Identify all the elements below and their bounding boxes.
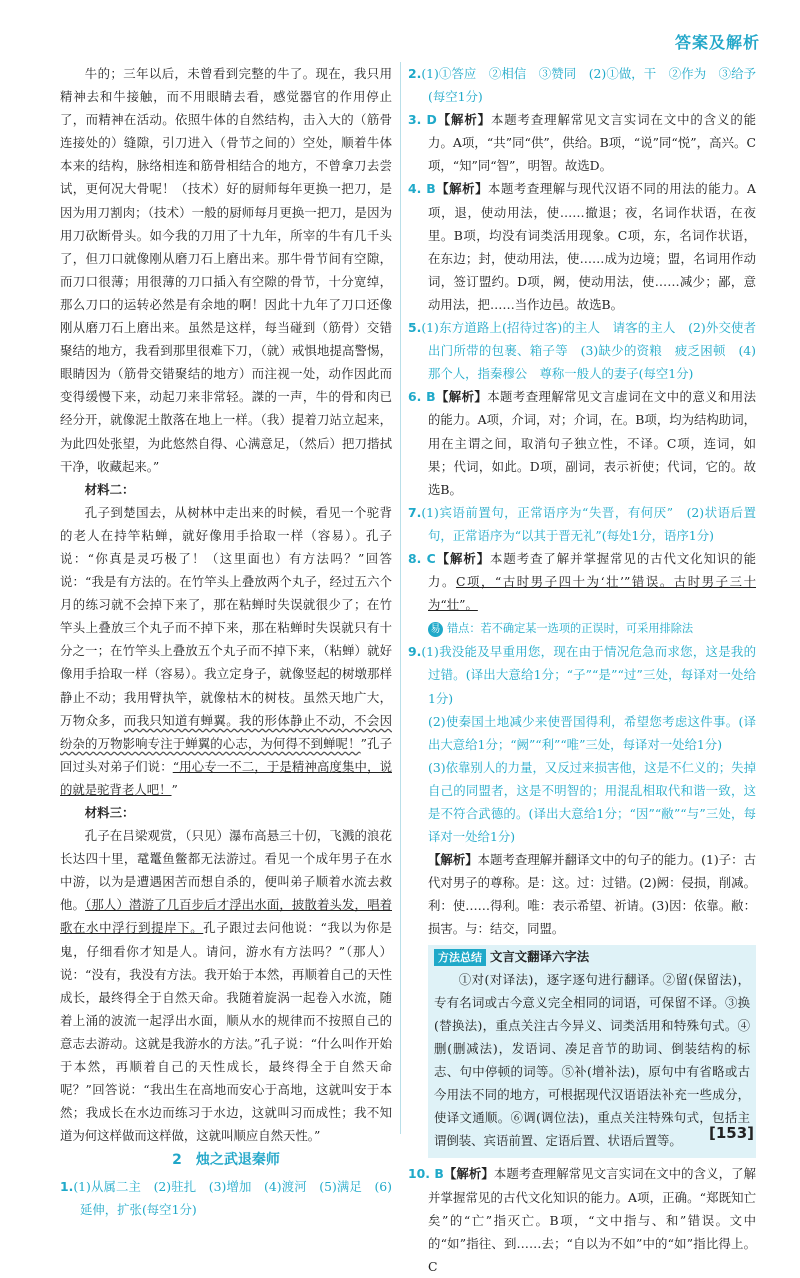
analysis-tag: 【解析】 [443, 1166, 494, 1182]
question-number: 4. B [408, 181, 436, 197]
question-number: 10. B [408, 1166, 444, 1182]
method-summary-text: ①对(对译法)，逐字逐句进行翻译。②留(保留法)，专有名词或古今意义完全相同的词语，可保留不译。③换(替换法)，重点关注古今异义、词类活用和特殊句式。④删(删减法)，发语词、凑足音节的助词、倒装结构的标志、句中停顿的词等。⑤补(增补法)，原句中有省略或古今用法不同的地方，可根据现代汉语语法补充一些成分，使译文通顺。⑥调(调位法)，重点关注特殊句式，包括主谓倒装、宾语前置、定语后置、状语后置等。 [434, 971, 750, 1149]
material-two-text-a: 孔子到楚国去，从树林中走出来的时候，看见一个驼背的老人在持竿粘蝉，就好像用手拾取一样（容易）。孔子说：“你真是灵巧极了！（这里面也）有方法吗？”回答说：“我是有方法的。在竹竿头上叠放两个丸子，经过五六个月的练习就不会掉下来了，那在粘蝉时失误就很少了；在竹竿头上叠放三个丸子而不掉下来，那在粘蝉时失误就只有十分之一；在竹竿头上叠放五个丸子而不掉下来，（粘蝉）就好像用手拾取一样（容易）。我立定身子，就像竖起的树墩那样静止不动；我用臂执竿，就像枯木的树枝。虽然天地广大，万物众多， [60, 504, 392, 728]
analysis-text: 本题考查理解与现代汉语不同的用法的能力。A项，退，使动用法，使……撤退；夜，名词作状语，在夜里。B项，均没有词类活用现象。C项，东，名词作状语，在东边；封，使动用法，使……成为边境；盟，名词用作动词，签订盟约。D项，阙，使动用法，使……减少；鄙，意动用法，把……当作边邑。故选B。 [428, 181, 757, 312]
analysis-text: 本题考查了解并掌握常见的古代文化知识的能力。 [428, 550, 757, 590]
answer-text: (1)东方道路上(招待过客)的主人 请客的主人 (2)外交使者 出门所带的包裹、箱子等 (3)缺少的资粮 疲乏困顿 (4)那个人，指秦穆公 尊称一般人的妻子(每空1分) [421, 320, 769, 382]
material-two-text-b: ”孔子回过头对弟子们说： [60, 735, 392, 774]
answer-text: (1)①答应 ②相信 ③赞同 (2)①做，干 ②作为 ③给予(每空1分) [421, 66, 756, 105]
answer-item-2 [408, 62, 756, 108]
analysis-text: 本题考查理解并翻译文中的句子的能力。(1)子：古代对男子的尊称。是：这。过：过错。(2)阙：侵损，削减。利：使……得利。唯：表示希望、祈请。(3)因：依靠。敝：损害。与：结交，同盟。 [428, 852, 756, 937]
analysis-text: 本题考查理解常见文言实词在文中的含义的能力。A项，“共”同“供”，供给。B项，“说”同“悦”，高兴。C项，“知”同“智”，明智。故选D。 [428, 112, 757, 174]
material-one-translation: 牛的；三年以后，未曾看到完整的牛了。现在，我只用精神去和牛接触，而不用眼睛去看，感觉器官的作用停止了，而精神在活动。依照牛体的自然结构，击入大的（筋骨连接处的）缝隙，引刀进入（骨节之间的）空处，顺着牛体本来的结构，脉络相连和筋骨相结合的地方，不曾拿刀去尝试，更何况大骨呢！（技术）好的厨师每年更换一把刀，是因为用刀割肉；（技术）一般的厨师每月更换一把刀，是因为用刀砍断骨头。如今我的刀用了十九年，所宰的牛有几千头了，但刀口就像刚从磨刀石上磨出来。那牛骨节间有空隙，而刀口很薄；用很薄的刀口插入有空隙的骨节，十分宽绰，那么刀口的运转必然是有余地的啊！因此十九年了刀口还像刚从磨刀石上磨出来。虽然是这样，每当碰到（筋骨）交错聚结的地方，我看到那里很难下刀，（就）戒惧地提高警惕，眼睛因为（筋骨交错聚结的地方）而注视一处，动作因此而变得缓慢下来，动起刀来非常轻。謋的一声，牛的骨和肉已经分开，就像泥土散落在地上一样。（我）提着刀站立起来，为此四处张望，为此悠然自得、心满意足，（然后）把刀揩拭干净，收藏起来。” [60, 66, 392, 474]
question-number: 2. [408, 66, 422, 81]
question-number: 5. [408, 320, 422, 336]
underlined-text: （那人）潜游了几百步后才浮出水面，披散着头发，唱着歌在水中浮行到提岸下。 [60, 897, 392, 936]
page-header-title: 答案及解析 [674, 33, 760, 52]
underlined-text: C项，“古时男子四十为‘壮’”错误。古时男子三十为“壮”。 [428, 574, 757, 613]
material-two-translation [60, 501, 392, 801]
answer-text: (1)我没能及早重用您，现在由于情况危急而求您，这是我的过错。(译出大意给1分；“子”“是”“过”三处，每译对一处给1分) [421, 644, 756, 706]
page-number-value: 153 [715, 1124, 748, 1142]
analysis-text: 本题考查理解常见文言实词在文中的含义，了解并掌握常见的古代文化知识的能力。A项，正确。“郑既知亡矣”的“亡”指灭亡。B项，“文中指与、和”错误。文中的“如”指往、到……去；“自以为不如”中的“如”指比得上。C [428, 1166, 756, 1274]
answer-item-3 [408, 108, 756, 177]
analysis-tag: 【解析】 [428, 852, 478, 868]
method-summary-badge: 方法总结 [434, 949, 486, 966]
question-number: 8. C [408, 550, 436, 566]
error-tip-text: 错点：若不确定某一选项的正误时，可采用排除法 [446, 622, 694, 636]
answer-text: (1)宾语前置句，正常语序为“失晋，有何厌” (2)状语后置句，正常语序为“以其于晋无礼”(每处1分，语序1分) [421, 504, 756, 543]
answer-item-9 [408, 640, 756, 709]
method-summary-header [434, 945, 750, 968]
answer-item-9-part-3: (3)依靠别人的力量，又反过来损害他，这是不仁义的；失掉自己的同盟者，这是不明智的；用混乱相取代和谐一致，这是不符合武德的。(译出大意给1分；“因”“敝”“与”三处，每译对一处给1分) [428, 759, 756, 845]
analysis-tag: 【解析】 [435, 550, 491, 566]
question-number: 7. [408, 504, 422, 520]
answer-item-9-part-2: (2)使秦国土地减少来使晋国得利，希望您考虑这件事。(译出大意给1分；“阙”“利”“唯”三处，每译对一处给1分) [428, 713, 756, 752]
material-three-translation [60, 824, 392, 1147]
question-number: 1. [60, 1178, 74, 1194]
answer-text: (1)从属二主 (2)驻扎 (3)增加 (4)渡河 (5)满足 (6)延伸，扩张(每空1分) [73, 1178, 392, 1217]
section-title: 2 烛之武退秦师 [172, 1152, 280, 1169]
material-three-text-a: 孔子在吕梁观赏，（只见）瀑布高悬三十仞，飞溅的浪花长达四十里，鼋鼍鱼鳖都无法游过。看见一个成年男子在水中游，以为是遭遇困苦而想自杀的，便叫弟子顺着水流去救他。 [60, 828, 392, 913]
answer-item-6 [408, 385, 756, 500]
right-column [408, 62, 769, 1278]
analysis-tag: 【解析】 [435, 389, 488, 405]
answer-item-5 [408, 316, 769, 385]
error-tip [408, 616, 756, 640]
underlined-text: “用心专一不二，于是精神高度集中，说的就是驼背老人吧！ [60, 758, 392, 797]
method-summary-title: 文言文翻译六字法 [490, 948, 590, 964]
analysis-text: 本题考查理解常见文言虚词在文中的意义和用法的能力。A项，介词，对；介词，在。B项，均为结构助词，用在主谓之间，取消句子独立性，不译。C项，连词，如果；代词，如此。D项，副词，表示祈使；代词，它的。故选B。 [428, 389, 757, 497]
method-summary-box [428, 945, 756, 1159]
answer-item-10 [408, 1162, 756, 1277]
answer-item-7 [408, 501, 756, 547]
answer-item-4 [408, 177, 756, 316]
analysis-tag: 【解析】 [435, 181, 489, 197]
left-column [60, 62, 392, 1221]
error-tip-icon: 易 [428, 622, 443, 637]
question-number: 9. [408, 644, 422, 660]
material-three-heading: 材料三： [84, 805, 135, 820]
question-number: 3. D [408, 112, 437, 128]
material-three-text-b: 孔子跟过去问他说：“我以为你是鬼，仔细看你才知是人。请问，游水有方法吗？”（那人）说：“没有，我没有方法。我开始于本然，再顺着自己的天性成长，最终得全于自然天命。我随着旋涡一起卷入水流，随着上涌的波流一起浮出水面，顺从水的规律而不按照自己的意志去游动。这就是我游水的方法。”孔子说：“什么叫作开始于本然，再顺着自己的天性成长，最终得全于自然天命呢？”回答说：“我出生在高地而安心于高地，这就叫安于本然；我成长在水边而练习于水边，这就叫习而成性；我不知道为何这样做而这样做，这就叫顺应自然天性。” [60, 920, 392, 1144]
answer-item-8 [408, 547, 756, 616]
page-number: [153] [708, 1124, 754, 1142]
answer-item-9-analysis [408, 848, 756, 940]
column-divider [400, 62, 401, 1134]
material-two-text-c: ” [171, 781, 178, 797]
material-two-heading: 材料二： [84, 481, 135, 497]
question-number: 6. B [408, 389, 436, 405]
wavy-underlined-text: 而我只知道有蝉翼。我的形体静止不动，不会因纷杂的万物影响专注于蝉翼的心志，为何得不到蝉呢！ [60, 712, 392, 751]
answer-item-1 [60, 1175, 392, 1221]
analysis-tag: 【解析】 [436, 112, 491, 128]
